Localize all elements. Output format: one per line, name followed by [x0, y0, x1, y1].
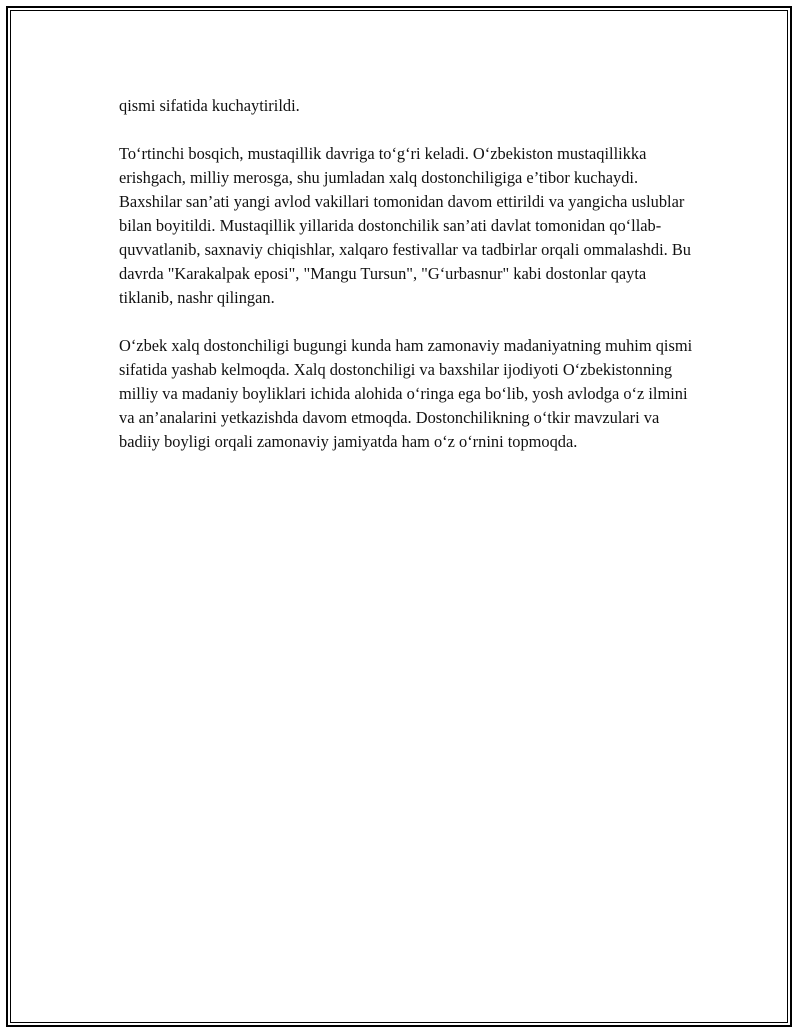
page-border [6, 6, 792, 1027]
document-body [119, 94, 694, 478]
paragraph-3: O‘zbek xalq dostonchiligi bugungi kunda ham zamonaviy madaniyatning muhim qismi sifatida yashab kelmoqda. Xalq dostonchiligi va baxshilar ijodiyoti O‘zbekistonning milliy va madaniy boyliklari ichida alohida o‘ringa ega bo‘lib, yosh avlodga o‘z ilmini va an’analarini yetkazishda davom etmoqda. Dostonchilikning o‘tkir mavzulari va badiiy boyligi orqali zamonaviy jamiyatda ham o‘z o‘rnini topmoqda. [119, 336, 693, 451]
paragraph-1: qismi sifatida kuchaytirildi. [119, 96, 300, 115]
paragraph-2: To‘rtinchi bosqich, mustaqillik davriga to‘g‘ri keladi. O‘zbekiston mustaqillikka erishgach, milliy merosga, shu jumladan xalq dostonchiligiga e’tibor kuchaydi. Baxshilar san’ati yangi avlod vakillari tomonidan davom ettirildi va yangicha uslublar bilan boyitildi. Mustaqillik yillarida dostonchilik san’ati davlat tomonidan qo‘llab-quvvatlanib, saxnaviy chiqishlar, xalqaro festivallar va tadbirlar orqali ommalashdi. Bu davrda "Karakalpak eposi", "Mangu Tursun", "G‘urbasnur" kabi dostonlar qayta tiklanib, nashr qilingan. [119, 144, 691, 307]
